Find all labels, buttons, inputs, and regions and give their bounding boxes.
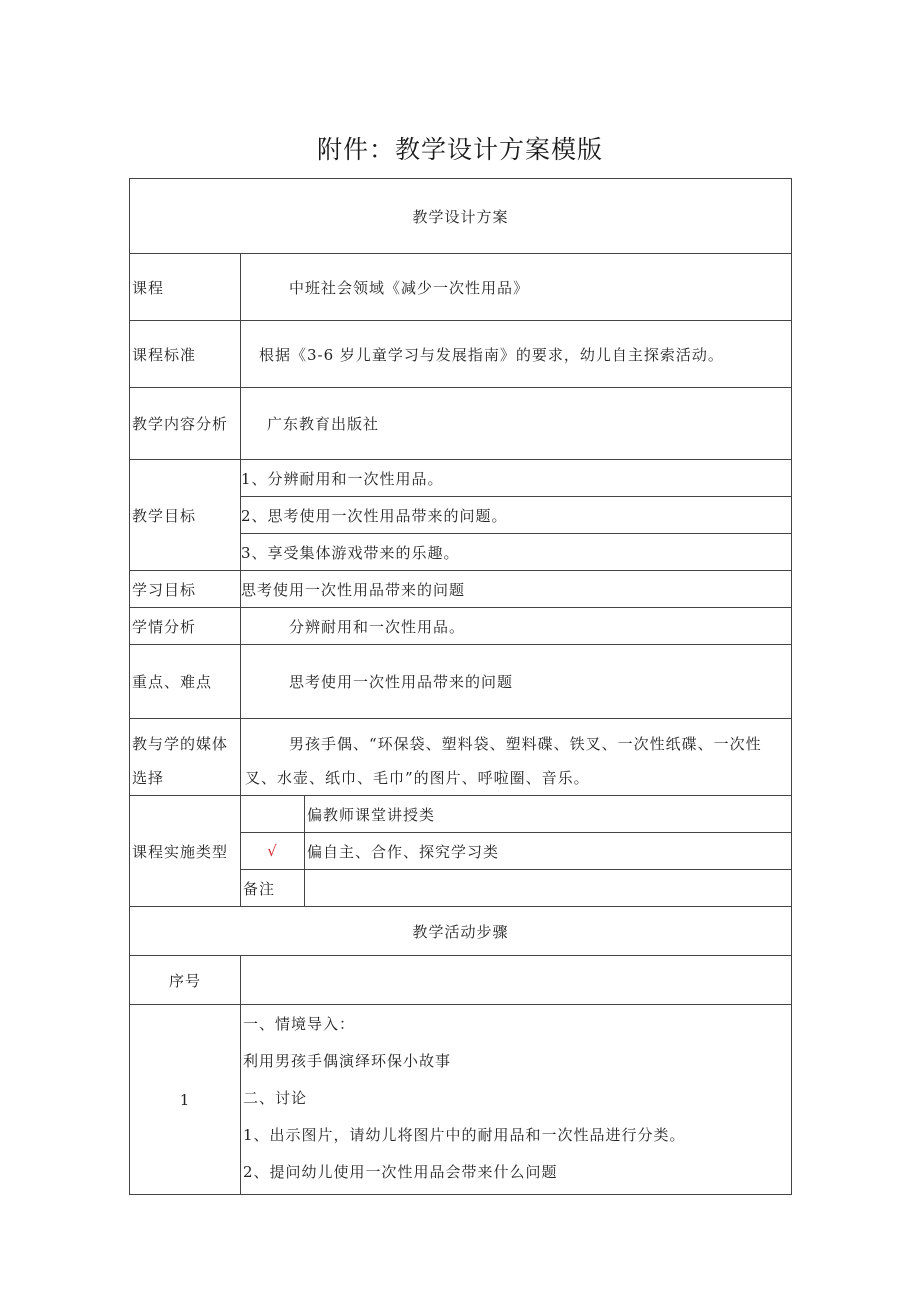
media-label-line1: 教与学的媒体	[132, 735, 229, 753]
step-number: 1	[130, 1005, 241, 1195]
impl-type-option: 偏自主、合作、探究学习类	[305, 833, 792, 870]
seq-row	[130, 956, 792, 1005]
steps-header: 教学活动步骤	[130, 907, 792, 956]
content-analysis-label: 教学内容分析	[130, 388, 241, 460]
impl-type-check: √	[241, 833, 305, 870]
teaching-goal-row	[130, 460, 792, 497]
key-points-row	[130, 645, 792, 719]
learning-goal-value: 思考使用一次性用品带来的问题	[241, 571, 792, 608]
impl-type-row	[130, 796, 792, 833]
teaching-goal-item: 2、思考使用一次性用品带来的问题。	[241, 497, 792, 534]
seq-label: 序号	[130, 956, 241, 1005]
step-line: 1、出示图片，请幼儿将图片中的耐用品和一次性品进行分类。	[243, 1126, 686, 1144]
impl-type-option: 偏教师课堂讲授类	[305, 796, 792, 833]
step-row	[130, 1005, 792, 1195]
table-header: 教学设计方案	[130, 179, 792, 254]
learner-analysis-value: 分辨耐用和一次性用品。	[241, 608, 792, 645]
seq-value	[241, 956, 792, 1005]
key-points-value: 思考使用一次性用品带来的问题	[241, 645, 792, 719]
media-row	[130, 719, 792, 796]
lesson-plan-table	[129, 178, 792, 1195]
learning-goal-label: 学习目标	[130, 571, 241, 608]
course-label: 课程	[130, 254, 241, 321]
note-label: 备注	[241, 870, 305, 907]
learning-goal-row	[130, 571, 792, 608]
learner-analysis-row	[130, 608, 792, 645]
step-line: 二、讨论	[243, 1089, 308, 1107]
course-value: 中班社会领域《减少一次性用品》	[241, 254, 792, 321]
media-value: 男孩手偶、“环保袋、塑料袋、塑料碟、铁叉、一次性纸碟、一次性叉、水壶、纸巾、毛巾”的图片、呼啦圈、音乐。	[241, 719, 792, 796]
media-label-line2: 选择	[132, 769, 165, 787]
impl-type-label: 课程实施类型	[130, 796, 241, 907]
standard-row	[130, 321, 792, 388]
standard-value: 根据《3-6 岁儿童学习与发展指南》的要求，幼儿自主探索活动。	[241, 321, 792, 388]
content-analysis-row	[130, 388, 792, 460]
course-row	[130, 254, 792, 321]
content-analysis-value: 广东教育出版社	[241, 388, 792, 460]
steps-header-row	[130, 907, 792, 956]
table-header-row	[130, 179, 792, 254]
teaching-goal-item: 3、享受集体游戏带来的乐趣。	[241, 534, 792, 571]
media-label	[130, 719, 241, 796]
note-value	[305, 870, 792, 907]
step-line: 2、提问幼儿使用一次性用品会带来什么问题	[243, 1163, 558, 1181]
impl-type-check	[241, 796, 305, 833]
learner-analysis-label: 学情分析	[130, 608, 241, 645]
teaching-goal-item: 1、分辨耐用和一次性用品。	[241, 460, 792, 497]
step-content	[241, 1005, 792, 1195]
standard-label: 课程标准	[130, 321, 241, 388]
step-line: 利用男孩手偶演绎环保小故事	[243, 1052, 452, 1070]
page-title: 附件：教学设计方案模版	[316, 135, 603, 164]
teaching-goals-label: 教学目标	[130, 460, 241, 571]
step-line: 一、情境导入：	[243, 1015, 356, 1033]
key-points-label: 重点、难点	[130, 645, 241, 719]
